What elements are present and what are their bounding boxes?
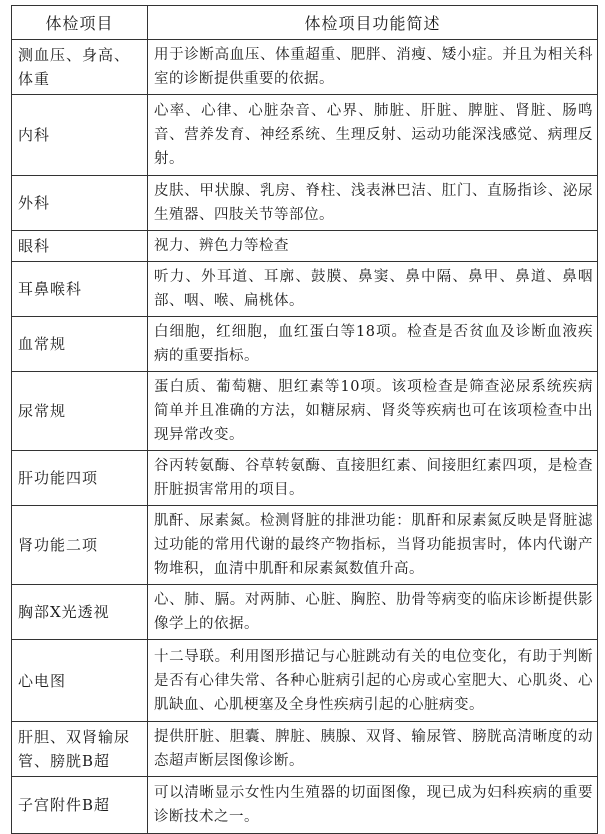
- exam-item-cell: 耳鼻喉科: [12, 262, 148, 317]
- exam-item-cell: 尿常规: [12, 372, 148, 451]
- exam-item-cell: 外科: [12, 176, 148, 231]
- table-row: [12, 95, 598, 176]
- exam-item-cell: 眼科: [12, 231, 148, 262]
- exam-item-cell: 内科: [12, 95, 148, 176]
- table-row: [12, 317, 598, 372]
- exam-item-cell: 肾功能二项: [12, 506, 148, 585]
- table-row: [12, 451, 598, 506]
- exam-description-cell: 提供肝脏、胆囊、脾脏、胰腺、双肾、输尿管、膀胱高清晰度的动态超声断层图像诊断。: [148, 722, 598, 777]
- exam-item-cell: 子宫附件B超: [12, 777, 148, 834]
- exam-description-cell: 视力、辨色力等检查: [148, 231, 598, 262]
- exam-description-cell: 皮肤、甲状腺、乳房、脊柱、浅表淋巴洁、肛门、直肠指诊、泌尿生殖器、四肢关节等部位。: [148, 176, 598, 231]
- table-body: [12, 40, 598, 834]
- exam-description-cell: 心率、心律、心脏杂音、心界、肺脏、肝脏、脾脏、肾脏、肠鸣音、营养发育、神经系统、生理反射、运动功能深浅感觉、病理反射。: [148, 95, 598, 176]
- exam-item-cell: 肝胆、双肾输尿管、膀胱B超: [12, 722, 148, 777]
- table-row: [12, 777, 598, 834]
- exam-description-cell: 听力、外耳道、耳廓、鼓膜、鼻窦、鼻中隔、鼻甲、鼻道、鼻咽部、咽、喉、扁桃体。: [148, 262, 598, 317]
- table-row: [12, 506, 598, 585]
- exam-description-cell: 白细胞，红细胞，血红蛋白等18项。检查是否贫血及诊断血液疾病的重要指标。: [148, 317, 598, 372]
- table-row: [12, 585, 598, 640]
- header-exam-item: 体检项目: [12, 6, 148, 40]
- table-row: [12, 640, 598, 722]
- exam-description-cell: 心、肺、膈。对两肺、心脏、胸腔、肋骨等病变的临床诊断提供影像学上的依据。: [148, 585, 598, 640]
- table-row: [12, 40, 598, 95]
- exam-item-cell: 心电图: [12, 640, 148, 722]
- header-row: [12, 6, 598, 40]
- exam-item-cell: 肝功能四项: [12, 451, 148, 506]
- exam-item-cell: 胸部X光透视: [12, 585, 148, 640]
- exam-description-cell: 可以清晰显示女性内生殖器的切面图像，现已成为妇科疾病的重要诊断技术之一。: [148, 777, 598, 834]
- exam-description-cell: 谷丙转氨酶、谷草转氨酶、直接胆红素、间接胆红素四项，是检查肝脏损害常用的项目。: [148, 451, 598, 506]
- exam-description-cell: 十二导联。利用图形描记与心脏跳动有关的电位变化，有助于判断是否有心律失常、各种心脏病引起的心房或心室肥大、心肌炎、心肌缺血、心肌梗塞及全身性疾病引起的心脏病变。: [148, 640, 598, 722]
- exam-item-cell: 测血压、身高、体重: [12, 40, 148, 95]
- exam-items-table: [11, 5, 598, 834]
- table-row: [12, 176, 598, 231]
- table-row: [12, 231, 598, 262]
- exam-description-cell: 肌酐、尿素氮。检测肾脏的排泄功能：肌酐和尿素氮反映是肾脏滤过功能的常用代谢的最终产物指标，当肾功能损害时，体内代谢产物堆积，血清中肌酐和尿素氮数值升高。: [148, 506, 598, 585]
- table-header: [12, 6, 598, 40]
- table-row: [12, 372, 598, 451]
- exam-description-cell: 用于诊断高血压、体重超重、肥胖、消瘦、矮小症。并且为相关科室的诊断提供重要的依据。: [148, 40, 598, 95]
- exam-item-cell: 血常规: [12, 317, 148, 372]
- table-row: [12, 262, 598, 317]
- exam-description-cell: 蛋白质、葡萄糖、胆红素等10项。该项检查是筛查泌尿系统疾病简单并且准确的方法，如糖尿病、肾炎等疾病也可在该项检查中出现异常改变。: [148, 372, 598, 451]
- header-exam-description: 体检项目功能简述: [148, 6, 598, 40]
- table-row: [12, 722, 598, 777]
